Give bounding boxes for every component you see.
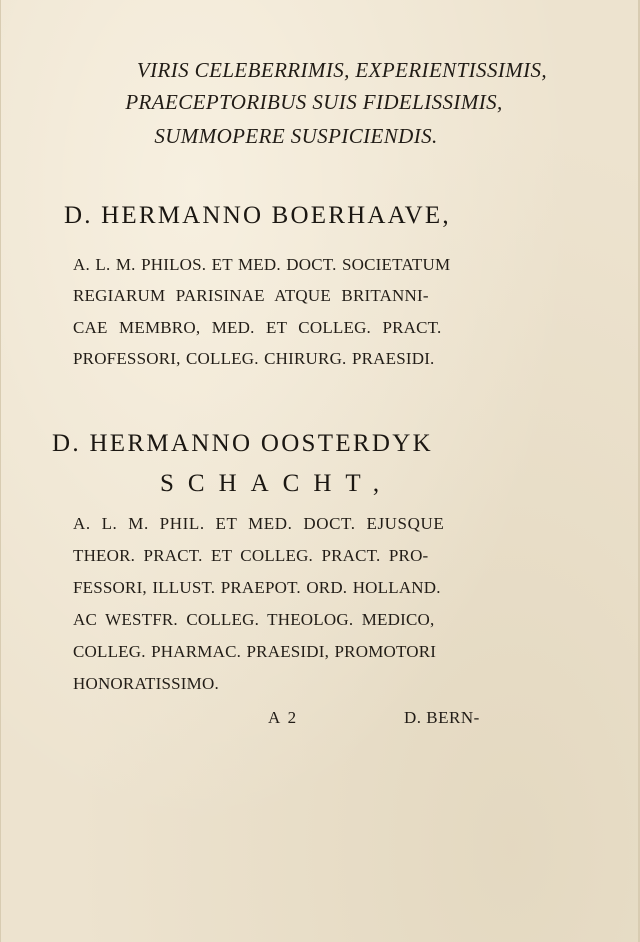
boerhaave-title-line-1: A. L. M. PHILOS. ET MED. DOCT. SOCIETATUM	[73, 255, 451, 274]
dedication-line-3: SUMMOPERE SUSPICIENDIS.	[154, 124, 438, 148]
dedication-line-1: VIRIS CELEBERRIMIS, EXPERIENTISSIMIS,	[136, 58, 548, 82]
schacht-title-line-4: AC WESTFR. COLLEG. THEOLOG. MEDICO,	[73, 610, 435, 629]
catchword: D. BERN-	[404, 708, 480, 727]
schacht-title-line-1: A. L. M. PHIL. ET MED. DOCT. EJUSQUE	[73, 514, 445, 533]
schacht-title-line-6: HONORATISSIMO.	[73, 674, 219, 693]
boerhaave-title-line-4: PROFESSORI, COLLEG. CHIRURG. PRAESIDI.	[73, 349, 435, 368]
schacht-title-line-3: FESSORI, ILLUST. PRAEPOT. ORD. HOLLAND.	[73, 578, 441, 597]
boerhaave-title-line-2: REGIARUM PARISINAE ATQUE BRITANNI-	[73, 286, 429, 305]
dedication-line-2: PRAECEPTORIBUS SUIS FIDELISSIMIS,	[125, 90, 503, 114]
boerhaave-name: D. HERMANNO BOERHAAVE,	[64, 202, 451, 229]
schacht-title-line-2: THEOR. PRACT. ET COLLEG. PRACT. PRO-	[73, 546, 429, 565]
schacht-name-line-2: SCHACHT,	[160, 470, 394, 497]
signature-mark: A 2	[268, 708, 299, 727]
schacht-name-line-1: D. HERMANNO OOSTERDYK	[52, 430, 433, 457]
schacht-title-line-5: COLLEG. PHARMAC. PRAESIDI, PROMOTORI	[73, 642, 437, 661]
boerhaave-title-line-3: CAE MEMBRO, MED. ET COLLEG. PRACT.	[73, 318, 442, 337]
